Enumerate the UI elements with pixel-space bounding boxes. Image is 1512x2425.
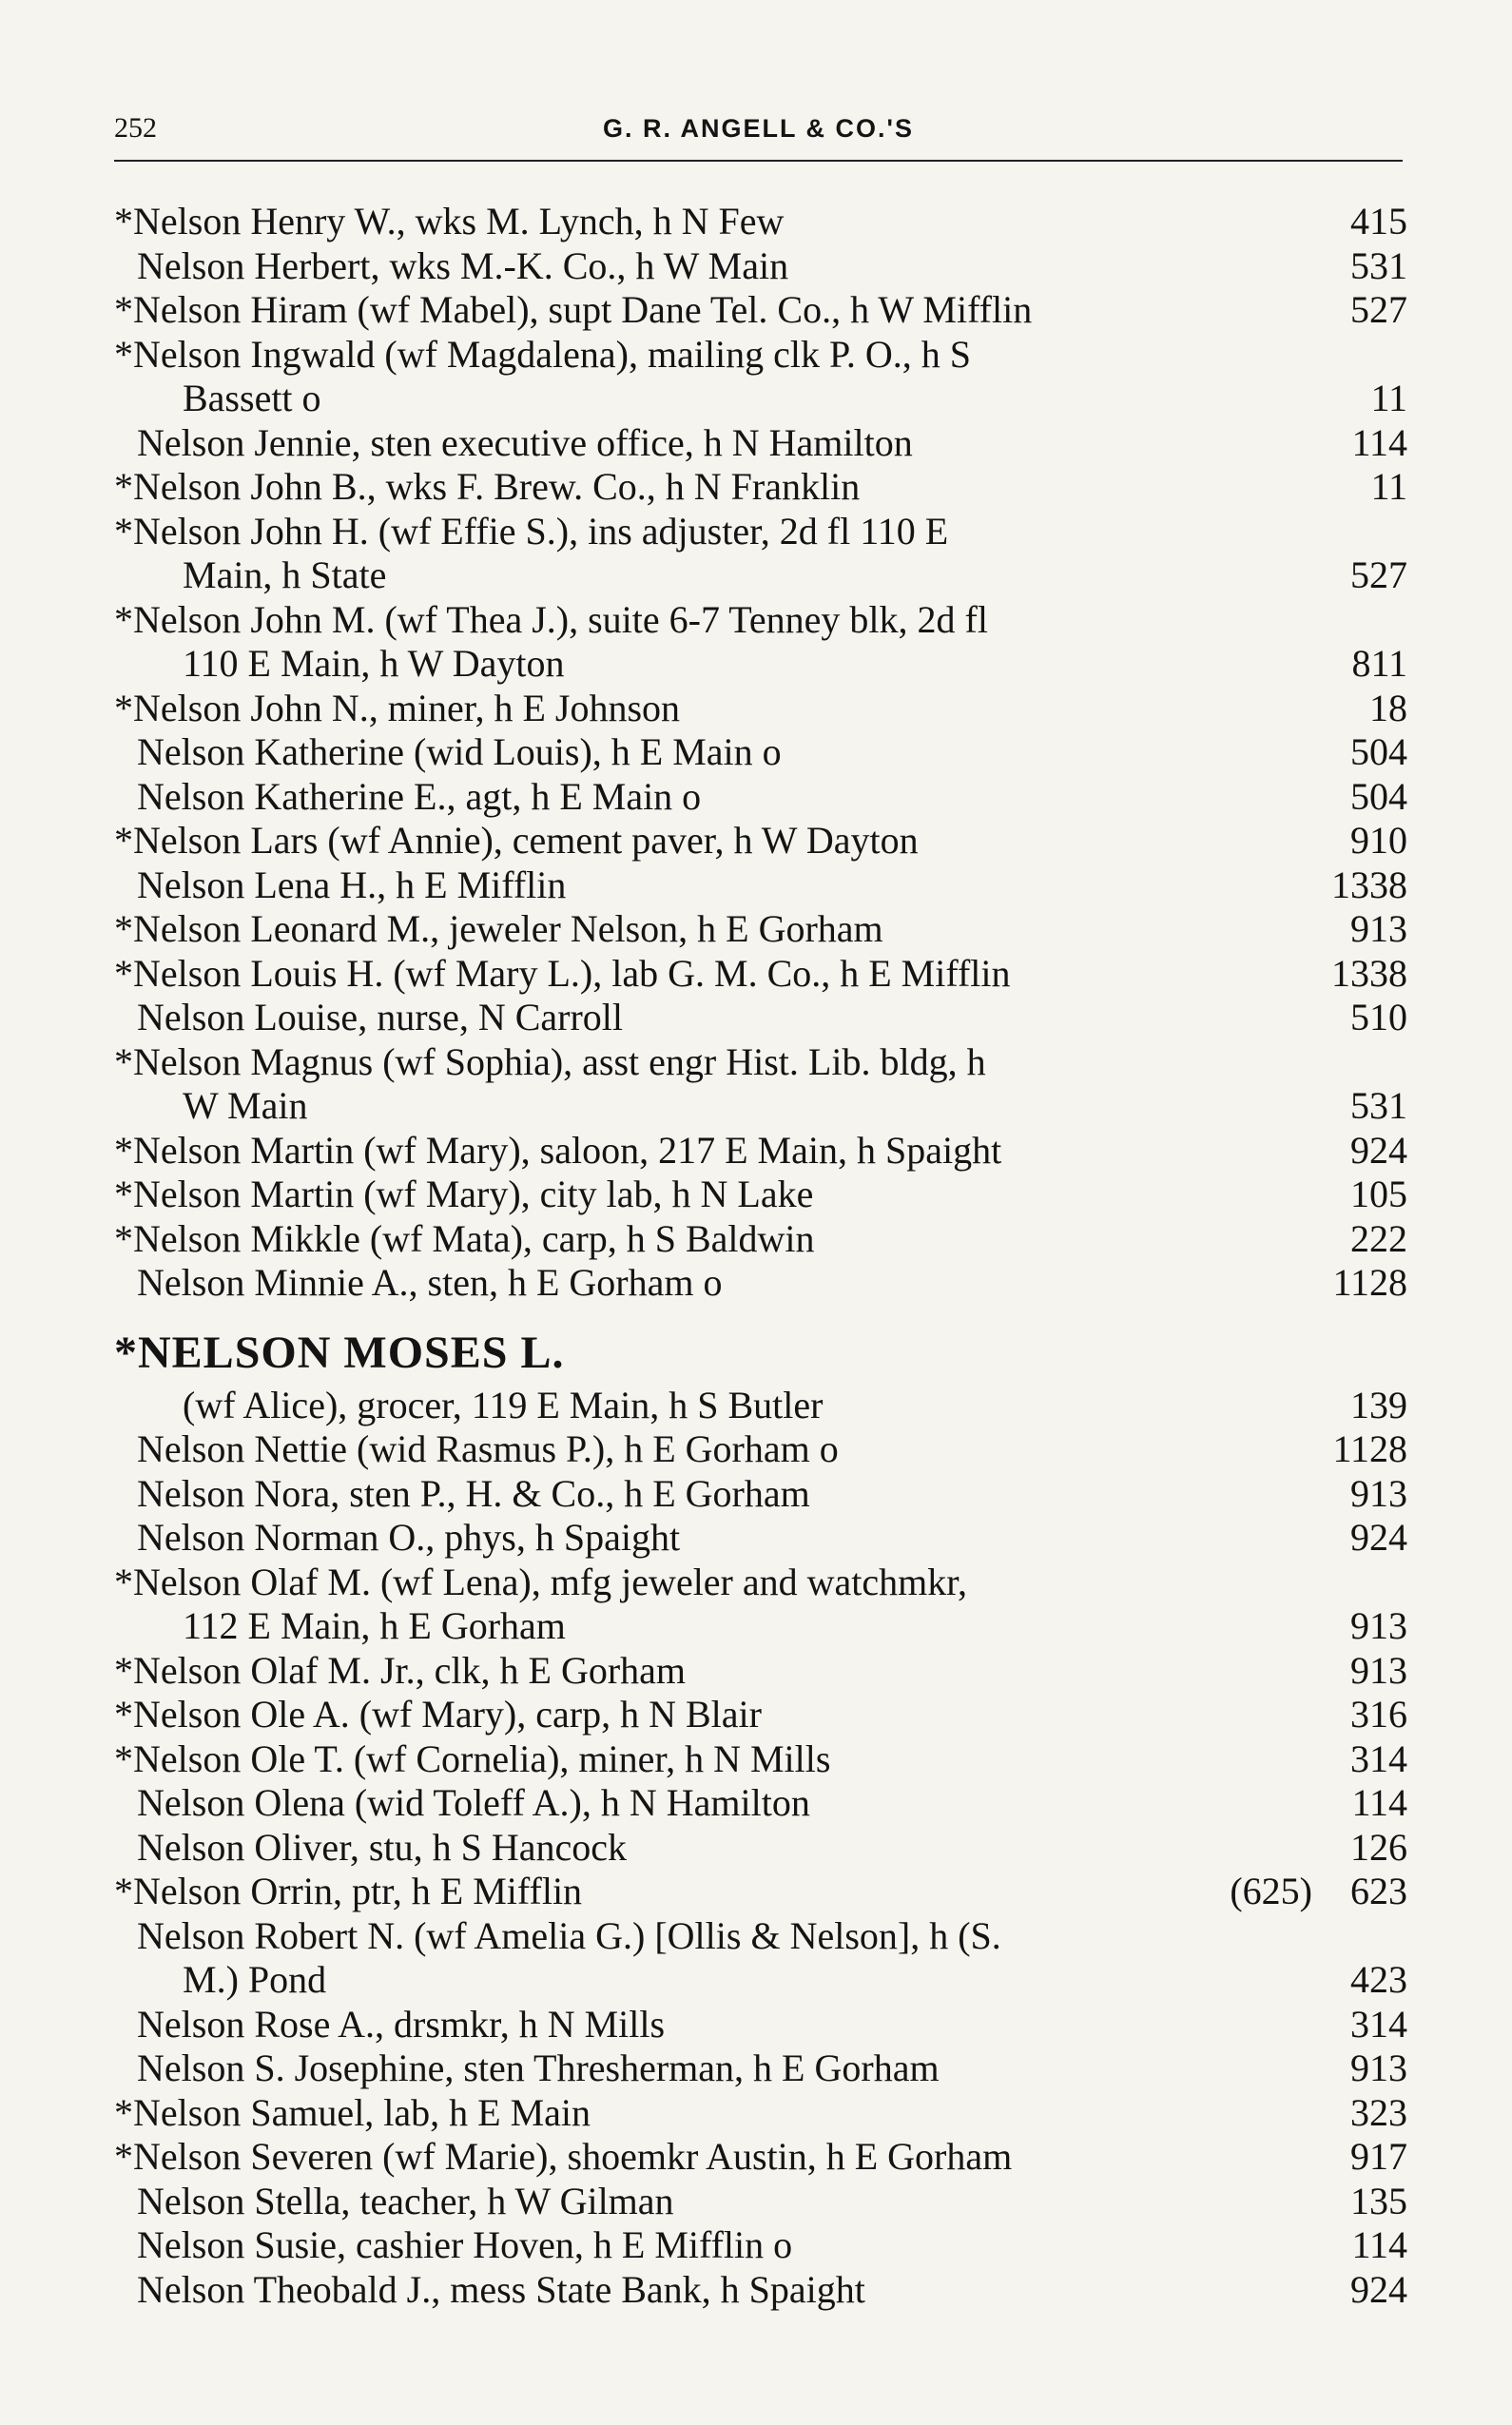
entry-number: 314 (1350, 2002, 1407, 2046)
directory-entry-line (114, 510, 1407, 554)
entry-text: *Nelson Severen (wf Marie), shoemkr Austin, h E Gorham (114, 2135, 1013, 2178)
entry-number: 114 (1351, 1781, 1407, 1824)
entry-extra-number: (625) (1230, 1870, 1312, 1912)
entry-text: Nelson Katherine (wid Louis), h E Main o (137, 730, 782, 773)
entry-number: 913 (1350, 1648, 1407, 1692)
directory-entry-line (114, 1040, 1407, 1085)
directory-entry-line (114, 1561, 1407, 1605)
directory-entry-line (114, 996, 1407, 1040)
entry-text: Nelson Jennie, sten executive office, h N Hamilton (137, 420, 913, 464)
directory-entry-line (114, 1914, 1407, 1959)
directory-entries (114, 200, 1407, 2312)
entry-number: 527 (1350, 553, 1407, 596)
entry-text: 112 E Main, h E Gorham (183, 1604, 566, 1647)
directory-entry-line (114, 775, 1407, 820)
entry-number: 531 (1350, 1084, 1407, 1127)
entry-text: Nelson Oliver, stu, h S Hancock (137, 1825, 627, 1869)
directory-entry-line (114, 1129, 1407, 1174)
directory-entry-line (114, 1217, 1407, 1262)
running-head: G. R. ANGELL & CO.'S (603, 114, 914, 143)
directory-entry-line (114, 377, 1407, 421)
directory-entry-line (114, 907, 1407, 952)
entry-text: Nelson Susie, cashier Hoven, h E Mifflin o (137, 2223, 793, 2266)
entry-number: 135 (1350, 2179, 1407, 2222)
entry-number: 139 (1350, 1383, 1407, 1426)
entry-number: 114 (1351, 2223, 1407, 2266)
directory-entry-line (114, 1604, 1407, 1649)
entry-number: 423 (1350, 1958, 1407, 2001)
entry-text: (wf Alice), grocer, 119 E Main, h S Butler (183, 1383, 824, 1426)
entry-number: 924 (1350, 1128, 1407, 1172)
entry-number: 924 (1350, 1516, 1407, 1559)
entry-text: *Nelson Ole A. (wf Mary), carp, h N Blair (114, 1693, 762, 1736)
entry-text: Nelson Olena (wid Toleff A.), h N Hamilton (137, 1781, 810, 1824)
entry-text: M.) Pond (183, 1958, 327, 2001)
entry-text: Nelson S. Josephine, sten Thresherman, h E Gorham (137, 2047, 940, 2089)
entry-text: *Nelson Olaf M. Jr., clk, h E Gorham (114, 1648, 687, 1692)
entry-number: 1128 (1332, 1427, 1407, 1470)
entry-number: 504 (1350, 774, 1407, 818)
entry-text: Nelson Nora, sten P., H. & Co., h E Gorham (137, 1471, 810, 1515)
entry-number: 316 (1350, 1693, 1407, 1736)
entry-number: 1128 (1332, 1261, 1407, 1304)
entry-number: 1338 (1331, 951, 1407, 995)
entry-number: 11 (1370, 465, 1407, 508)
entry-text: *Nelson Hiram (wf Mabel), supt Dane Tel. Co., h W Mifflin (114, 288, 1033, 331)
entry-number: 114 (1351, 420, 1407, 464)
entry-text: *Nelson John H. (wf Effie S.), ins adjuster, 2d fl 110 E (114, 509, 949, 553)
directory-entry-line (114, 2268, 1407, 2313)
entry-text: *Nelson Ole T. (wf Cornelia), miner, h N Mills (114, 1736, 831, 1780)
directory-entry-line (114, 1781, 1407, 1826)
entry-text: *Nelson Ingwald (wf Magdalena), mailing clk P. O., h S (114, 332, 971, 376)
directory-entry-line (114, 1173, 1407, 1217)
entry-text: *Nelson Samuel, lab, h E Main (114, 2090, 591, 2134)
directory-entry-line (114, 1737, 1407, 1782)
entry-text: Nelson Herbert, wks M.-K. Co., h W Main (137, 243, 789, 287)
entry-number: 913 (1350, 907, 1407, 950)
entry-number: 913 (1350, 1604, 1407, 1647)
entry-text: Nelson Lena H., h E Mifflin (137, 863, 567, 906)
entry-text: *Nelson Leonard M., jeweler Nelson, h E Gorham (114, 907, 883, 950)
directory-entry-line (114, 642, 1407, 687)
entry-text: *Nelson Lars (wf Annie), cement paver, h W Dayton (114, 819, 919, 862)
entry-number: 910 (1350, 819, 1407, 862)
entry-number: 314 (1350, 1736, 1407, 1780)
directory-entry-line (114, 1958, 1407, 2003)
entry-text: Nelson Theobald J., mess State Bank, h Spaight (137, 2267, 865, 2311)
directory-entry-line (114, 730, 1407, 775)
entry-text: Nelson Rose A., drsmkr, h N Mills (137, 2002, 666, 2046)
entry-text: *Nelson John M. (wf Thea J.), suite 6-7 Tenney blk, 2d fl (114, 597, 988, 641)
directory-entry-line (114, 465, 1407, 510)
entry-list-2 (114, 1384, 1407, 2313)
entry-number: 913 (1350, 2047, 1407, 2089)
directory-entry-line (114, 1826, 1407, 1871)
entry-text: Nelson Nettie (wid Rasmus P.), h E Gorham o (137, 1427, 839, 1470)
directory-entry-line (114, 863, 1407, 908)
entry-text: 110 E Main, h W Dayton (183, 642, 565, 685)
entry-number: 105 (1350, 1173, 1407, 1215)
entry-text: Bassett o (183, 377, 321, 419)
entry-text: Nelson Stella, teacher, h W Gilman (137, 2179, 674, 2222)
heading-text: *NELSON MOSES L. (114, 1327, 565, 1378)
directory-entry-line (114, 1261, 1407, 1306)
entry-number: 1338 (1331, 863, 1407, 906)
directory-entry-line (114, 1427, 1407, 1472)
entry-text: Nelson Katherine E., agt, h E Main o (137, 774, 702, 818)
entry-number: 527 (1350, 288, 1407, 331)
entry-text: *Nelson Martin (wf Mary), saloon, 217 E Main, h Spaight (114, 1128, 1002, 1172)
directory-entry-line (114, 1384, 1407, 1428)
entry-number: 11 (1370, 377, 1407, 419)
entry-text: Nelson Minnie A., sten, h E Gorham o (137, 1261, 723, 1304)
directory-entry-line (114, 2091, 1407, 2136)
entry-text: *Nelson Mikkle (wf Mata), carp, h S Baldwin (114, 1216, 815, 1260)
directory-entry-line (114, 553, 1407, 598)
entry-text: W Main (183, 1084, 308, 1127)
page-number: 252 (114, 112, 157, 144)
directory-entry-line (114, 2003, 1407, 2047)
entry-text: Main, h State (183, 553, 387, 596)
directory-entry-line (114, 1472, 1407, 1517)
entry-number: 504 (1350, 730, 1407, 773)
directory-entry-line (114, 2223, 1407, 2268)
directory-entry-line (114, 2180, 1407, 2224)
directory-entry-line (114, 244, 1407, 289)
entry-text: *Nelson John N., miner, h E Johnson (114, 686, 681, 729)
directory-entry-line (114, 333, 1407, 378)
entry-number: 415 (1350, 200, 1407, 242)
directory-entry-line (114, 2135, 1407, 2180)
entry-number: 18 (1369, 686, 1407, 729)
entry-number: 913 (1350, 1471, 1407, 1515)
bold-heading-entry (114, 1306, 1407, 1384)
directory-entry-line (114, 598, 1407, 643)
directory-entry-line (114, 421, 1407, 466)
entry-number: 531 (1350, 243, 1407, 287)
entry-text: *Nelson Martin (wf Mary), city lab, h N Lake (114, 1173, 814, 1215)
entry-number: 222 (1350, 1216, 1407, 1260)
entry-text: Nelson Robert N. (wf Amelia G.) [Ollis & Nelson], h (S. (137, 1913, 1001, 1957)
entry-number: 323 (1350, 2090, 1407, 2134)
entry-text: *Nelson Henry W., wks M. Lynch, h N Few (114, 200, 785, 242)
directory-entry-line (114, 200, 1407, 244)
entry-text: *Nelson John B., wks F. Brew. Co., h N Franklin (114, 465, 861, 508)
entry-text: *Nelson Louis H. (wf Mary L.), lab G. M. Co., h E Mifflin (114, 951, 1011, 995)
directory-entry-line (114, 687, 1407, 731)
entry-list-1 (114, 200, 1407, 1306)
directory-entry-line (114, 1870, 1407, 1914)
directory-entry-line (114, 1084, 1407, 1129)
directory-entry-line (114, 288, 1407, 333)
directory-entry-line (114, 1649, 1407, 1694)
directory-entry-line (114, 819, 1407, 863)
entry-text: *Nelson Magnus (wf Sophia), asst engr Hist. Lib. bldg, h (114, 1039, 986, 1083)
entry-number: 811 (1351, 642, 1407, 685)
entry-number: 126 (1350, 1825, 1407, 1869)
entry-text: *Nelson Orrin, ptr, h E Mifflin (114, 1870, 583, 1912)
directory-entry-line (114, 1516, 1407, 1561)
directory-entry-line (114, 2047, 1407, 2091)
page-header (114, 107, 1403, 154)
entry-number: 924 (1350, 2267, 1407, 2311)
entry-number: 917 (1350, 2135, 1407, 2178)
directory-entry-line (114, 952, 1407, 997)
entry-text: Nelson Norman O., phys, h Spaight (137, 1516, 681, 1559)
entry-number: 510 (1350, 996, 1407, 1038)
entry-number: 623 (1350, 1870, 1407, 1912)
header-rule (114, 160, 1403, 162)
directory-entry-line (114, 1693, 1407, 1737)
entry-text: *Nelson Olaf M. (wf Lena), mfg jeweler and watchmkr, (114, 1560, 967, 1603)
entry-text: Nelson Louise, nurse, N Carroll (137, 996, 624, 1038)
